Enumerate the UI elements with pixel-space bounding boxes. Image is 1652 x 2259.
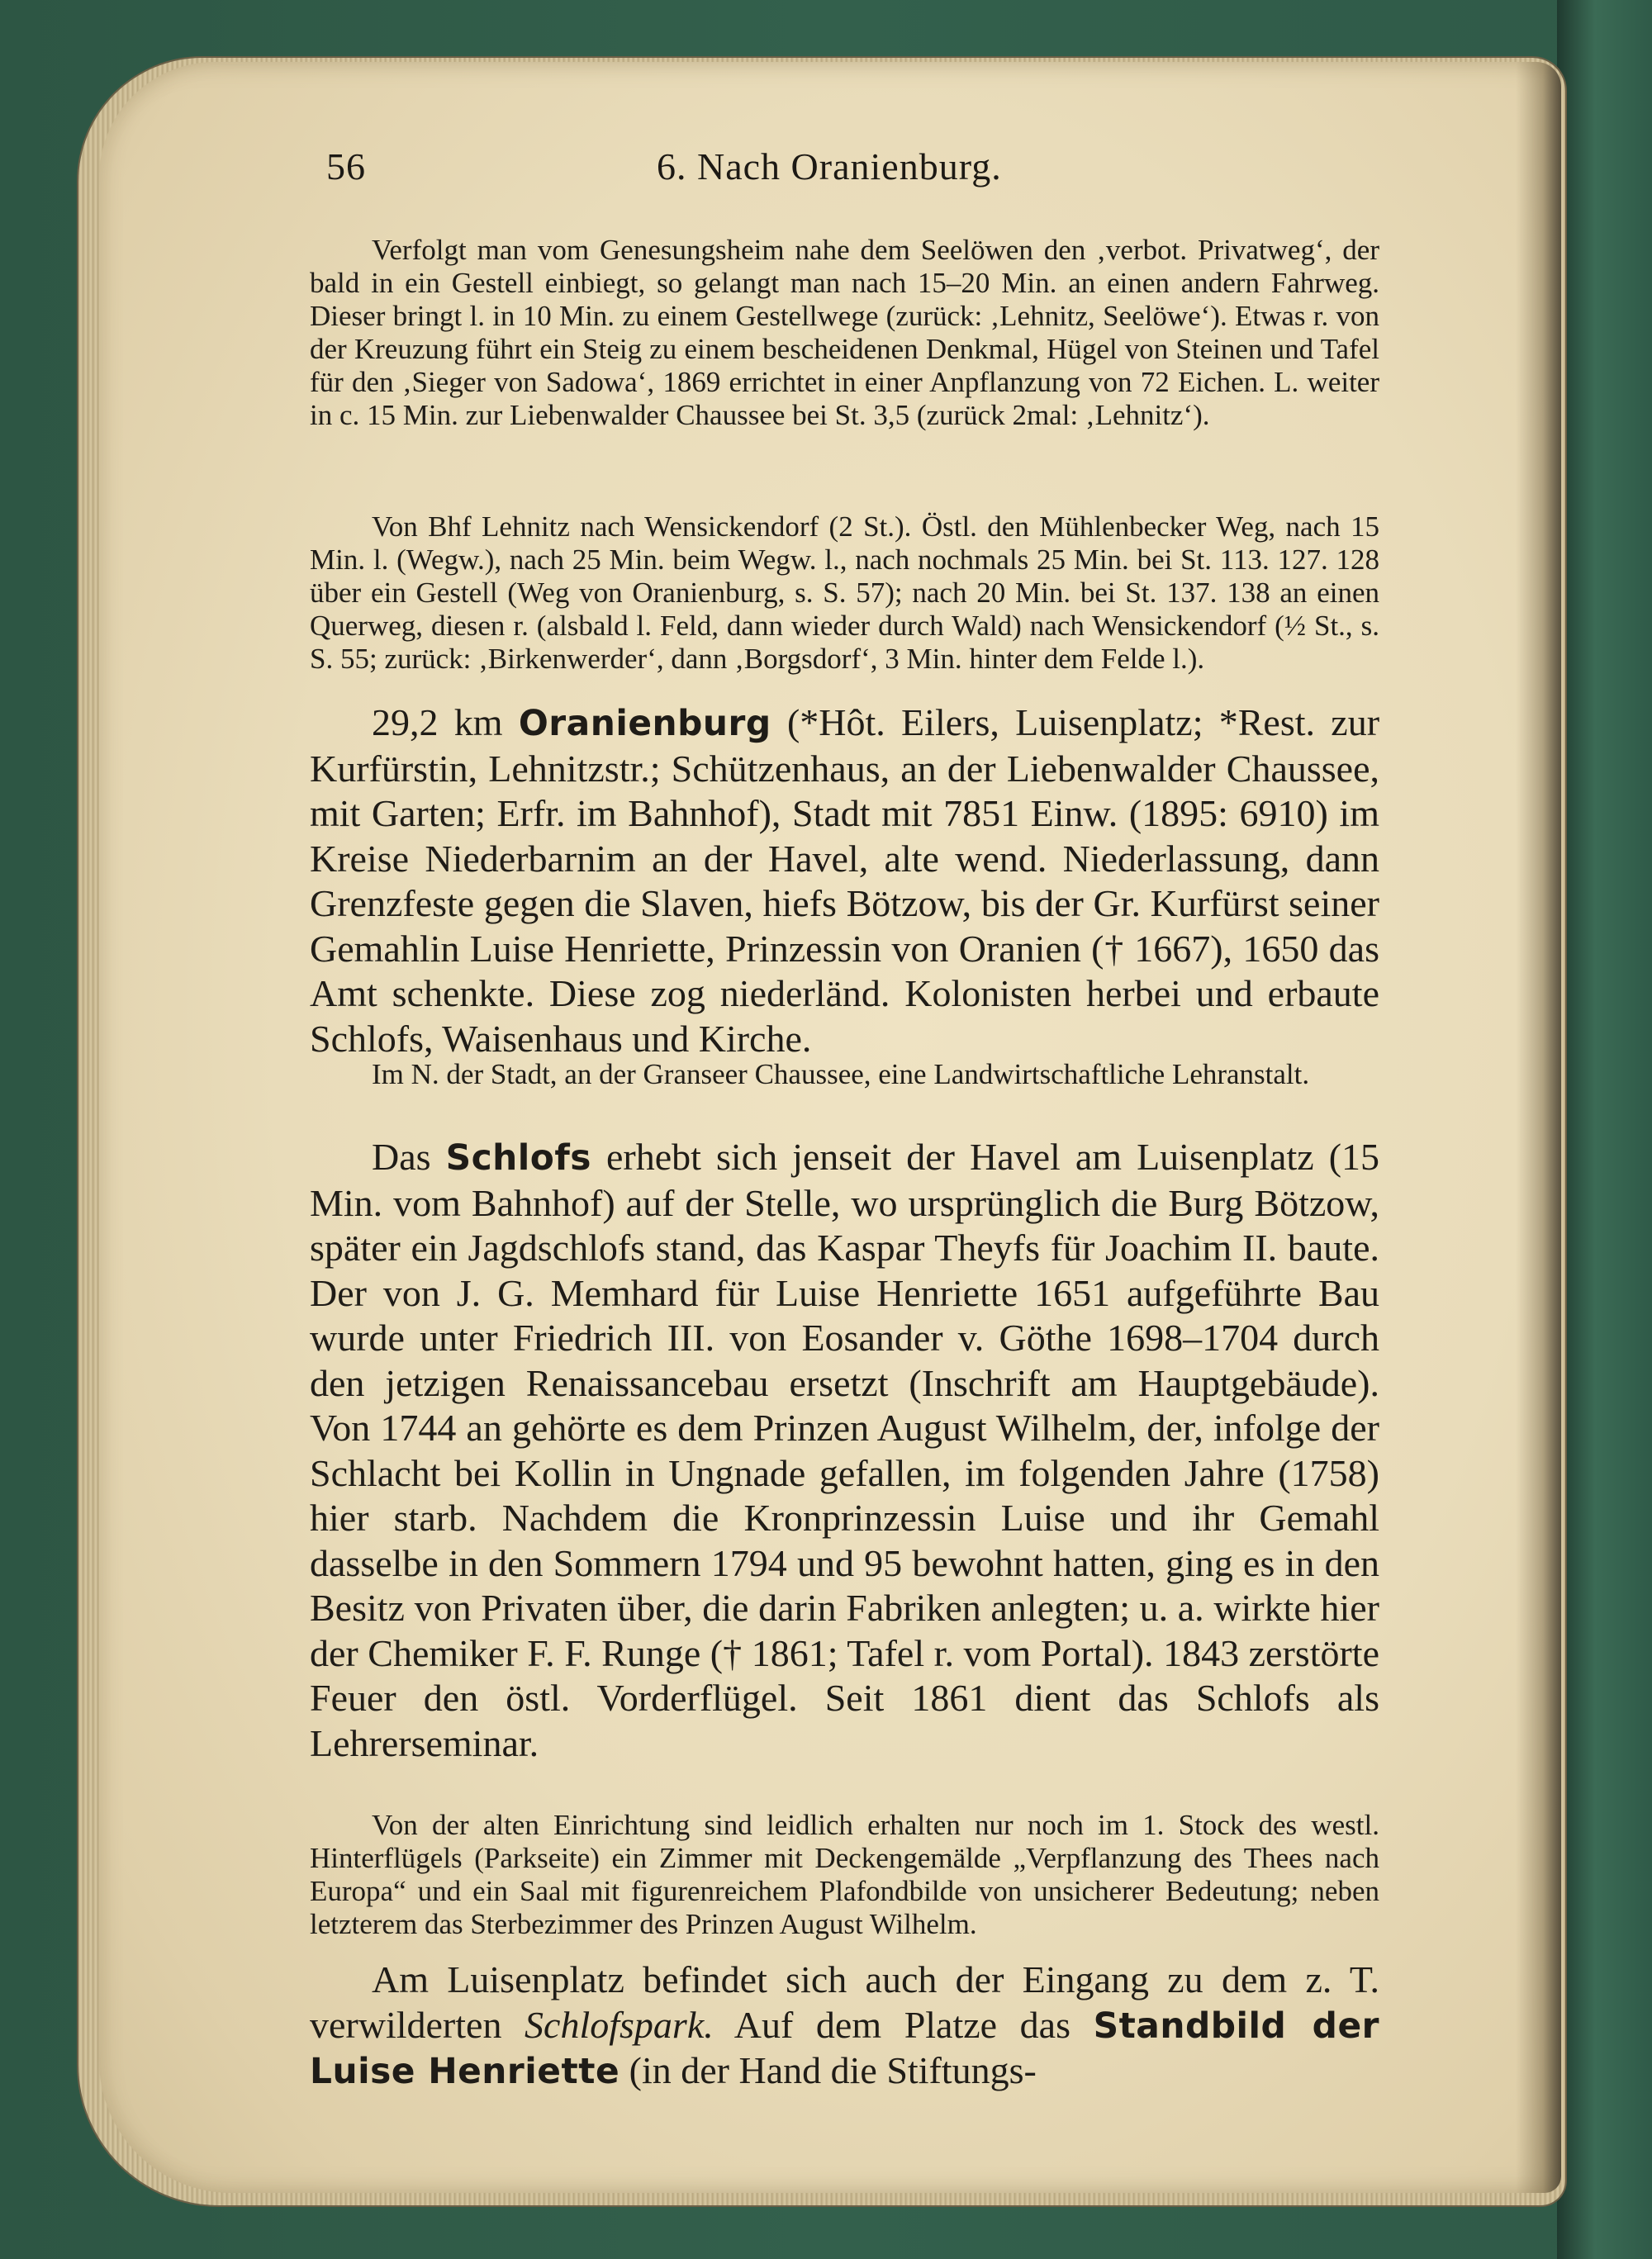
- paragraph-text: Verfolgt man vom Genesungsheim nahe dem Seelöwen den ‚verbot. Privatweg‘, der bald in ein Gestell einbiegt, so gelangt man nach 15–20 Min. an einen andern Fahrweg. Dieser bringt l. in 10 Min. zu einem Gestellwege (zurück: ‚Lehnitz, Seelöwe‘). Etwas r. von der Kreuzung führt ein Steig zu einem bescheidenen Denkmal, Hügel von Steinen und Tafel für den ‚Sieger von Sadowa‘, 1869 errichtet in einer Anpflanzung von 72 Eichen. L. weiter in c. 15 Min. zur Liebenwalder Chaussee bei St. 3,5 (zurück 2mal: ‚Lehnitz‘).: [310, 234, 1379, 431]
- paragraph-text: Am Luisenplatz befindet sich auch der Eingang zu dem z. T. verwilderten: [310, 1958, 1379, 2046]
- paragraph-wensickendorf: [310, 510, 1379, 676]
- lead-word: Das: [372, 1136, 431, 1178]
- page-gutter-shadow: [1516, 62, 1561, 2193]
- paragraph-oranienburg: [310, 700, 1379, 1061]
- paragraph-text: (*Hôt. Eilers, Luisenplatz; *Rest. zur Kurfürstin, Lehnitzstr.; Schützenhaus, an der Liebenwalder Chaussee, mit Garten; Erfr. im Bahnhof), Stadt mit 7851 Einw. (1895: 6910) im Kreise Niederbarnim an der Havel, alte wend. Niederlassung, dann Grenzfeste gegen die Slaven, hiefs Bötzow, bis der Gr. Kurfürst seiner Gemahlin Luise Henriette, Prinzessin von Oranien († 1667), 1650 das Amt schenkte. Diese zog niederländ. Kolonisten herbei und erbaute Schlofs, Waisenhaus und Kirche.: [310, 701, 1380, 1060]
- paragraph-body: [310, 1958, 1379, 2095]
- paragraph-einrichtung: [310, 1809, 1379, 1941]
- paragraph-text: Auf dem Platze das: [733, 2003, 1070, 2046]
- keyword-standbild: Standbild der Luise Henriette: [310, 2005, 1380, 2091]
- place-name: Oranienburg: [518, 703, 771, 743]
- paragraph-text: (in der Hand die Stiftungs-: [629, 2049, 1037, 2091]
- page-number: 56: [326, 145, 366, 187]
- park-name: Schlofspark.: [525, 2003, 714, 2046]
- paragraph-luisenplatz: [310, 1958, 1379, 2095]
- paragraph-lehranstalt: [310, 1058, 1379, 1091]
- paragraph-text: Von der alten Einrichtung sind leidlich erhalten nur noch im 1. Stock des westl. Hinterflügels (Parkseite) ein Zimmer mit Deckengemälde „Verpflanzung des Thees nach Europa“ und ein Saal mit figurenreichem Plafondbilde von unsicherer Bedeutung; neben letzterem das Sterbezimmer des Prinzen August Wilhelm.: [310, 1809, 1379, 1940]
- paragraph-body: [310, 700, 1379, 1061]
- paragraph-body: [310, 1135, 1379, 1766]
- paragraph-text: Von Bhf Lehnitz nach Wensickendorf (2 St.). Östl. den Mühlenbecker Weg, nach 15 Min. l. (Wegw.), nach 25 Min. beim Wegw. l., nach nochmals 25 Min. bei St. 113. 127. 128 über ein Gestell (Weg von Oranienburg, s. S. 57); nach 20 Min. bei St. 137. 138 an einen Querweg, diesen r. (alsbald l. Feld, dann wieder durch Wald) nach Wensickendorf (½ St., s. S. 55; zurück: ‚Birkenwerder‘, dann ‚Borgsdorf‘, 3 Min. hinter dem Felde l.).: [310, 510, 1379, 675]
- paragraph-schloss: [310, 1135, 1379, 1766]
- paragraph-seeloewen: [310, 234, 1379, 432]
- distance-km: 29,2 km: [372, 701, 503, 743]
- paragraph-text: erhebt sich jenseit der Havel am Luisenplatz (15 Min. vom Bahnhof) auf der Stelle, wo ursprünglich die Burg Bötzow, später ein Jagdschlofs stand, das Kaspar Theyfs für Joachim II. baute. Der von J. G. Memhard für Luise Henriette 1651 aufgeführte Bau wurde unter Friedrich III. von Eosander v. Göthe 1698–1704 durch den jetzigen Renaissancebau ersetzt (Inschrift am Hauptgebäude). Von 1744 an gehörte es dem Prinzen August Wilhelm, der, infolge der Schlacht bei Kollin in Ungnade gefallen, im folgenden Jahre (1758) hier starb. Nachdem die Kronprinzessin Luise und ihr Gemahl dasselbe in den Sommern 1794 und 95 bewohnt hatten, ging es in den Besitz von Privaten über, die darin Fabriken anlegten; u. a. wirkte hier der Chemiker F. F. Runge († 1861; Tafel r. vom Portal). 1843 zerstörte Feuer den östl. Vorderflügel. Seit 1861 dient das Schlofs als Lehrerseminar.: [310, 1136, 1380, 1764]
- keyword-schloss: Schlofs: [445, 1137, 591, 1178]
- paragraph-text: Im N. der Stadt, an der Granseer Chaussee, eine Landwirtschaftliche Lehranstalt.: [372, 1058, 1310, 1090]
- running-title: 6. Nach Oranienburg.: [657, 145, 1002, 187]
- book-spine-edge: [1557, 0, 1652, 2259]
